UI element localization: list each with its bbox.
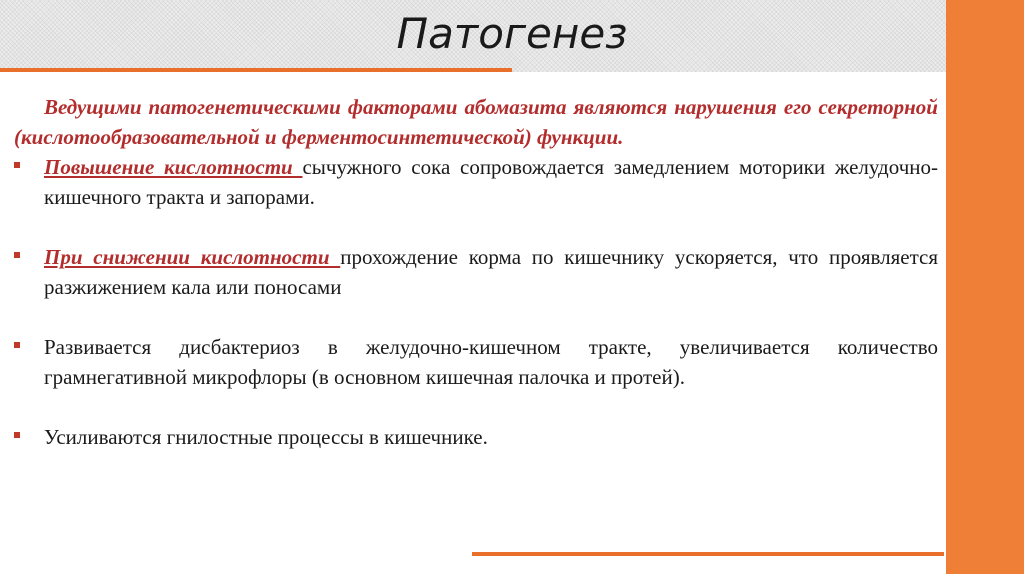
bullet-text: прохождение корма по кишечнику ускоряется, что проявляется разжижением кала или поносами [44, 245, 938, 299]
bullet-marker-icon [14, 432, 20, 438]
bullet-item [14, 422, 938, 452]
page-title: Патогенез [396, 9, 628, 58]
bullet-emphasis: При снижении кислотности [44, 245, 341, 269]
intro-paragraph: Ведущими патогенетическими факторами абомазита являются нарушения его секреторной (кислотообразовательной и ферментосинтетической) функции. [14, 95, 938, 149]
title-underline [0, 68, 512, 72]
right-accent-bar [946, 0, 1024, 574]
bullet-marker-icon [14, 342, 20, 348]
bullet-marker-icon [14, 162, 20, 168]
bullet-emphasis: Повышение кислотности [44, 155, 303, 179]
bullet-text: Развивается дисбактериоз в желудочно-кишечном тракте, увеличивается количество грамнегативной микрофлоры (в основном кишечная палочка и протей). [44, 335, 938, 389]
bullet-marker-icon [14, 252, 20, 258]
bullet-item [14, 332, 938, 392]
slide-content [14, 92, 938, 452]
bullet-item [14, 152, 938, 212]
bottom-accent-line [472, 552, 944, 556]
bullet-item [14, 242, 938, 302]
bullet-text: Усиливаются гнилостные процессы в кишечнике. [44, 425, 488, 449]
bullet-text: сычужного сока сопровождается замедлением моторики желудочно-кишечного тракта и запорами. [44, 155, 938, 209]
